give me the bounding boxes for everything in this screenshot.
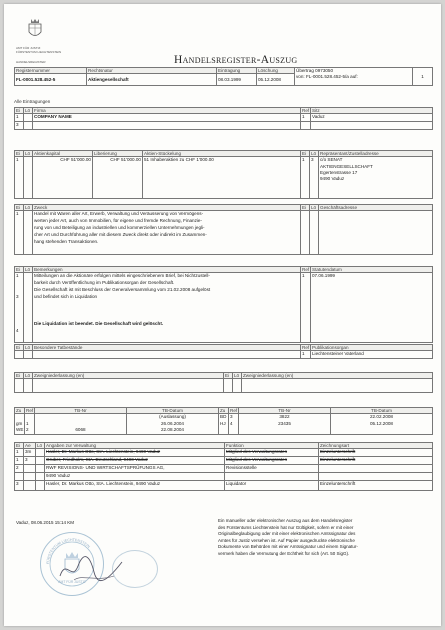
- tb-table: [14, 407, 433, 435]
- company-name: COMPANY NAME: [33, 114, 301, 122]
- tb-nr2-col: 3822 23435: [239, 414, 331, 435]
- firma-lo-header: Lö: [24, 108, 33, 114]
- zweig1-value: [33, 379, 224, 393]
- eintragung-header: Eintragung: [217, 68, 257, 74]
- zeichnungsart-header: Zeichnungsart: [319, 443, 433, 449]
- firma-lo: [24, 122, 33, 130]
- angaben-header: Angaben zur Verwaltung: [45, 443, 225, 449]
- besondere-table: [14, 344, 433, 359]
- vw-lo-header: Lö: [36, 443, 45, 449]
- table-row: [15, 473, 433, 481]
- rep-ei-header: Ei: [301, 151, 310, 157]
- vw-ae: [24, 473, 36, 481]
- vw-person: 9490 Vaduz: [45, 473, 225, 481]
- alle-eintragungen-label: Alle Eintragungen: [14, 99, 51, 104]
- gesch-ei: [301, 211, 310, 255]
- tb-nr2-header: TB-Nr: [239, 408, 331, 414]
- zw-lo-header: Lö: [24, 373, 33, 379]
- statutendatum-header: Statutendatum: [311, 267, 433, 273]
- zweig2-header: Zweigniederlassung (en): [242, 373, 433, 379]
- aktienkapital-header: Aktienkapital: [33, 151, 93, 157]
- zweck-lo: [24, 211, 33, 255]
- tb-ref-col: 1 2: [25, 414, 35, 435]
- zweck-header: Zweck: [33, 205, 301, 211]
- statutendatum-value: 07.06.1999: [311, 273, 433, 343]
- zw2-ei-header: Ei: [224, 373, 233, 379]
- page-number: 1: [413, 68, 433, 86]
- zweig2-value: [242, 379, 433, 393]
- zweck-lo-header: Lö: [24, 205, 33, 211]
- firma-ei: 1: [15, 114, 24, 122]
- uebertrag-cell: Übertrag 0973050 von: FL-0001.528.452-5/a auf:: [295, 68, 413, 86]
- verwaltung-table: [14, 442, 433, 491]
- vw-ei: 3: [15, 481, 24, 491]
- sitz-header: Sitz: [311, 108, 433, 114]
- rechtsnatur-value: Aktiengesellschaft: [87, 74, 217, 86]
- vw-lo: [36, 481, 45, 491]
- firma-lo: [24, 114, 33, 122]
- kapital-ei: 1: [15, 157, 24, 199]
- rep-ei: 1: [301, 157, 310, 199]
- tb-datum-col: (Auslassung) 26.06.2004 22.08.2004: [127, 414, 219, 435]
- firma-text: [33, 122, 301, 130]
- funktion-header: Funktion: [225, 443, 319, 449]
- svg-text:FÜRSTENTUM LIECHTENSTEIN: FÜRSTENTUM LIECHTENSTEIN: [45, 537, 91, 565]
- vw-lo: [36, 473, 45, 481]
- signature-icon: [56, 552, 126, 586]
- publikationsorgan-value: Liechtensteiner Vaterland: [311, 351, 433, 359]
- coat-of-arms-icon: [26, 18, 44, 40]
- sitz-value: Vaduz: [311, 114, 433, 122]
- document-page: [4, 4, 441, 626]
- vw-lo: [36, 465, 45, 473]
- vw-person: Gruber, Friedholm, StA. Deutschland, 9490 Vaduz: [45, 457, 225, 465]
- pub-ref-header: Ref: [302, 345, 310, 350]
- repraesentant-header: Repräsentant/Zustelladresse: [319, 151, 433, 157]
- regnr-value: FL-0001.528.452-5: [15, 74, 87, 86]
- vw-zeichnung: Einzelunterschrift: [319, 481, 433, 491]
- table-row: [15, 449, 433, 457]
- vw-ei: 2: [15, 465, 24, 473]
- vw-zeichnung: [319, 473, 433, 481]
- loeschung-header: Löschung: [257, 68, 295, 74]
- bem-lo-header: Lö: [24, 267, 33, 273]
- zw-ei-header: Ei: [15, 373, 24, 379]
- zweck-ei: 1: [15, 211, 24, 255]
- vw-lo: [36, 457, 45, 465]
- rep-lo-header: Lö: [310, 151, 319, 157]
- vw-ei-header: Ei: [15, 443, 24, 449]
- zweck-text: Handel mit Waren aller Art, Erwerb, Verwaltung und Veräusserung von Vermögens- werten jeder Art, auch von Immobilien, für eigene und fremde Rechnung, Finanzie- rung von und Beteiligung an industriellen und kommerziellen Unternehmungen jegli- cher Art und Durchführung aller mit diesem Zweck direkt oder indirekt im Zusammen- hang stehenden Transaktionen.: [33, 211, 301, 255]
- legal-notice: Ein manueller oder elektronischer Auszug aus dem Handelsregister des Fürstentums Liechtenstein hat nur Gültigkeit, sofern er mit einer Originalbeglaubigung oder mit einer elektronischen Amtssignatur des Amtes für Justiz versehen ist. Auf Papier ausgedruckte elektronische Dokumente von Behörden mit einer Amtssignatur und einem Signatur- vermerk haben die Vermutung der Echtheit für sich (Art. 50 SigG).: [218, 518, 358, 556]
- vw-person: Hasler, Dr. Markus Otto, StA. Liechtenstein, 9490 Vaduz: [45, 449, 225, 457]
- tb-ref2-header: Ref: [230, 408, 238, 413]
- table-row: [15, 465, 433, 473]
- bemerkungen-header: Bemerkungen: [33, 267, 301, 273]
- gesch-lo-header: Lö: [310, 205, 319, 211]
- rechtsnatur-header: Rechtsnatur: [87, 68, 217, 74]
- kapital-ei-header: Ei: [15, 151, 24, 157]
- stueckelung-header: Aktien-Stückelung: [143, 151, 301, 157]
- geschaeftsadresse-value: [319, 211, 433, 255]
- tb-nr-header: TB-Nr: [35, 408, 127, 414]
- vw-zeichnung: Einzelunterschrift: [319, 457, 433, 465]
- geschaeftsadresse-header: Geschäftsadresse: [319, 205, 433, 211]
- table-row: [15, 481, 433, 491]
- sitz-ref: [301, 122, 311, 130]
- vw-ae: 3m: [24, 449, 36, 457]
- vw-person: Hasler, Dr. Markus Otto, StA. Liechtenstein, 9490 Vaduz: [45, 481, 225, 491]
- vw-ei: [15, 473, 24, 481]
- eintragung-value: 08.03.1999: [217, 74, 257, 86]
- tb-nr-col: 6068: [35, 414, 127, 435]
- tb-zu2-col: BD HJ: [219, 414, 229, 435]
- sitz-value: [311, 122, 433, 130]
- besondere-header: Besondere Tatbestände: [33, 345, 301, 351]
- vw-ae-header: Ae: [24, 443, 36, 449]
- vw-ae: 3: [24, 457, 36, 465]
- sitz-ref-header: Ref: [302, 108, 310, 113]
- stat-ref: 1: [301, 273, 311, 343]
- liberierung-value: CHF 51'000.00: [93, 157, 143, 199]
- vw-zeichnung: Einzelunterschrift: [319, 449, 433, 457]
- zw2-lo: [233, 379, 242, 393]
- rep-lo: 3: [310, 157, 319, 199]
- besondere-value: [33, 351, 301, 359]
- tb-datum2-col: 22.02.2008 05.12.2008: [331, 414, 433, 435]
- vw-lo: [36, 449, 45, 457]
- kapital-table: [14, 150, 433, 199]
- zweck-ei-header: Ei: [15, 205, 24, 211]
- firma-header: Firma: [33, 108, 301, 114]
- zw2-lo-header: Lö: [233, 373, 242, 379]
- bemerkungen-text: Mitteilungen an die Aktionäre erfolgen mittels eingeschriebenem Brief, bei Nichtzustell- barkeit durch Veröffentlichung im Publikationsorgan der Gesellschaft. Die Gesellschaft ist mit Beschluss der Generalversammlung vom 21.02.2008 aufgelöst und befindet sich in Liquidation Die Liquidation ist beendet. Die Gesellschaft wird gelöscht.: [33, 273, 301, 343]
- stat-ref-header: Ref: [302, 267, 310, 272]
- zw2-ei: [224, 379, 233, 393]
- tb-zu-header: Zu: [15, 408, 25, 414]
- publikationsorgan-header: Publikationsorgan: [311, 345, 433, 351]
- bem-lo: [24, 273, 33, 343]
- stueckelung-value: 51 Inhaberaktien zu CHF 1'000.00: [143, 157, 301, 199]
- firma-table: [14, 107, 433, 130]
- tb-ref-header: Ref: [26, 408, 34, 413]
- register-summary-table: [14, 67, 433, 86]
- tb-datum2-header: TB-Datum: [331, 408, 433, 414]
- tb-zu2-header: Zu: [219, 408, 229, 414]
- zw-lo: [24, 379, 33, 393]
- vw-funktion: Mitglied des Verwaltungsrates: [225, 449, 319, 457]
- zweig-table: [14, 372, 433, 393]
- table-row: [15, 457, 433, 465]
- vw-ae: [24, 481, 36, 491]
- office-name: AMT FÜR JUSTIZ FÜRSTENTUM LIECHTENSTEIN HANDELSREGISTER: [16, 46, 62, 64]
- place-date: Vaduz, 08.06.2015 15:14 KM: [16, 520, 74, 525]
- bes-lo-header: Lö: [24, 345, 33, 351]
- vw-ei: 1: [15, 449, 24, 457]
- repraesentant-value: c/o SENAT AKTIENGESELLSCHAFT Egertenstrasse 17 9490 Vaduz: [319, 157, 433, 199]
- bem-ei-header: Ei: [15, 267, 24, 273]
- svg-text:AMT FÜR JUSTIZ: AMT FÜR JUSTIZ: [58, 580, 86, 584]
- bemerkungen-table: [14, 266, 433, 343]
- pub-ref: 1: [301, 351, 311, 359]
- zweig1-header: Zweigniederlassung (en): [33, 373, 224, 379]
- loeschung-value: 05.12.2008: [257, 74, 295, 86]
- aktienkapital-value: CHF 51'000.00: [33, 157, 93, 199]
- firma-ei: 3: [15, 122, 24, 130]
- zweck-table: [14, 204, 433, 255]
- gesch-ei-header: Ei: [301, 205, 310, 211]
- sitz-ref: 1: [301, 114, 311, 122]
- vw-ae: [24, 465, 36, 473]
- gesch-lo: [310, 211, 319, 255]
- kapital-lo: [24, 157, 33, 199]
- vw-funktion: Liquidator: [225, 481, 319, 491]
- vw-funktion: Mitglied des Verwaltungsrates: [225, 457, 319, 465]
- liberierung-header: Liberierung: [93, 151, 143, 157]
- bes-ei: [15, 351, 24, 359]
- vw-ei: 1: [15, 457, 24, 465]
- bem-ei: 1 3 4: [15, 273, 24, 343]
- firma-ei-header: Ei: [15, 108, 24, 114]
- regnr-header: Registernummer: [15, 68, 87, 74]
- document-title: Handelsregister-Auszug: [174, 54, 298, 66]
- vw-person: RWF REVISIONS- UND WIRTSCHAFTSPRÜFUNGS AG,: [45, 465, 225, 473]
- vw-zeichnung: [319, 465, 433, 473]
- vw-funktion: Revisionsstelle: [225, 465, 319, 473]
- bes-lo: [24, 351, 33, 359]
- tb-ref2-col: 3 4: [229, 414, 239, 435]
- vw-funktion: [225, 473, 319, 481]
- kapital-lo-header: Lö: [24, 151, 33, 157]
- bes-ei-header: Ei: [15, 345, 24, 351]
- zw-ei: [15, 379, 24, 393]
- tb-datum-header: TB-Datum: [127, 408, 219, 414]
- tb-zu-col: gm WE: [15, 414, 25, 435]
